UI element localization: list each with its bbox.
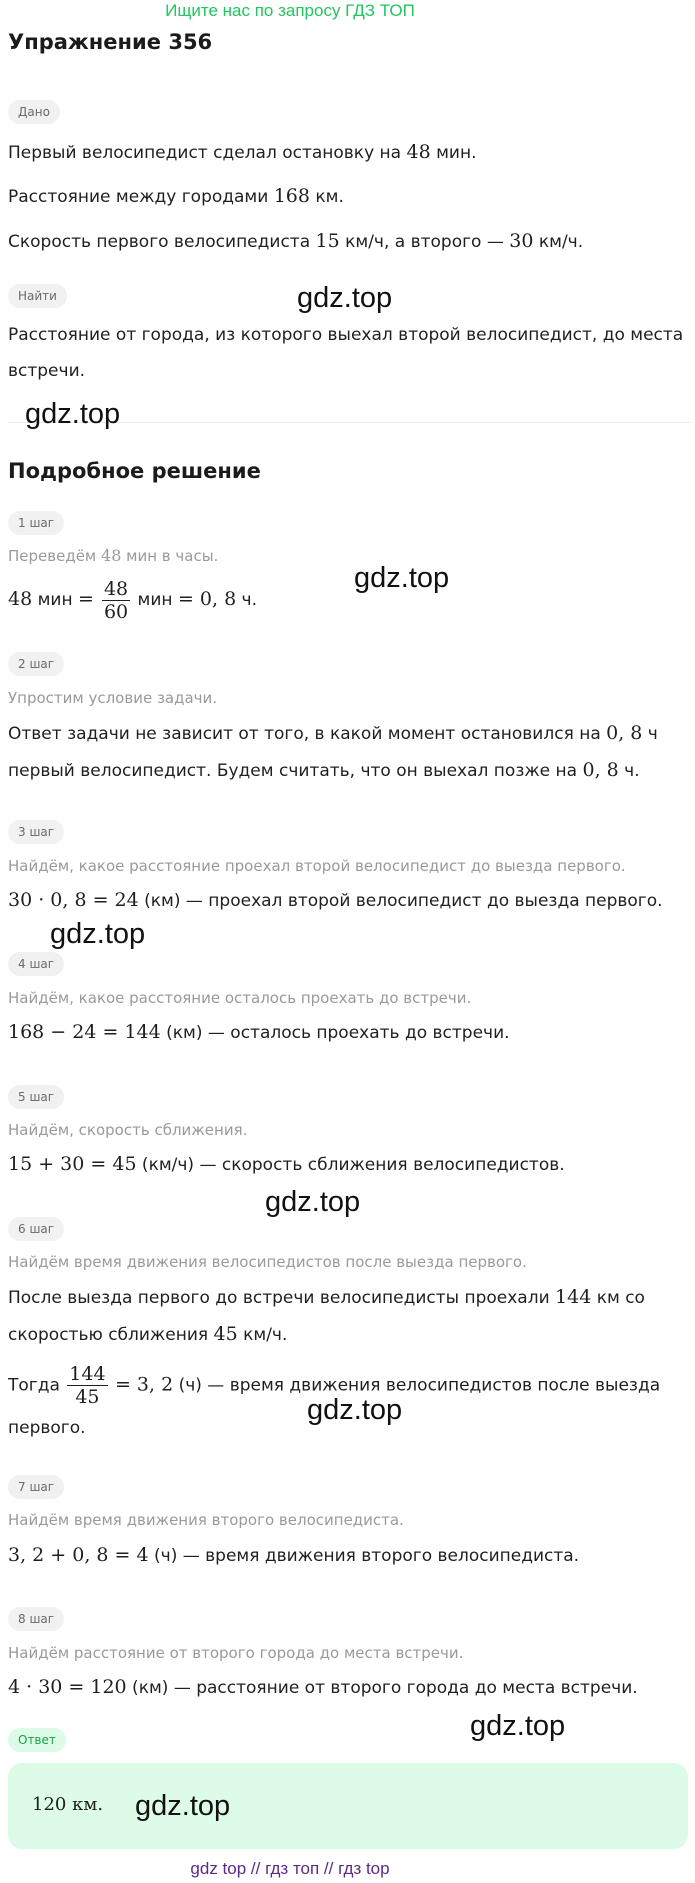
fraction-144-45: $\frac{144}{45}$	[69, 1363, 106, 1408]
watermark: gdz.top	[307, 1394, 403, 1426]
step-6-text: После выезда первого до встречи велосипедисты проехали 144 км со скоростью сближения 45 км/ч.	[8, 1286, 645, 1345]
answer-text: 120 км.	[32, 1794, 104, 1815]
step-8-formula: 4 · 30 = 120 (км) — расстояние от второго города до места встречи.	[8, 1676, 638, 1698]
step-2-text: Ответ задачи не зависит от того, в какой момент остановился на 0, 8 ч первый велосипедист. Будем считать, что он выехал позже на 0, 8 ч.	[8, 722, 658, 781]
step-3-hint: Найдём, какое расстояние проехал второй велосипедист до выезда первого.	[8, 857, 626, 875]
step-4-formula: 168 − 24 = 144 (км) — осталось проехать до встречи.	[8, 1021, 510, 1043]
step-3-chip: 3 шаг	[8, 820, 64, 844]
step-7-chip: 7 шаг	[8, 1475, 64, 1499]
given-line-1: Первый велосипедист сделал остановку на 48 мин.	[8, 141, 477, 163]
watermark: gdz.top	[50, 918, 146, 950]
step-4-chip: 4 шаг	[8, 952, 64, 976]
watermark: gdz.top	[265, 1186, 361, 1218]
answer-chip: Ответ	[8, 1728, 66, 1752]
step-5-hint: Найдём, скорость сближения.	[8, 1121, 248, 1139]
step-6-chip: 6 шаг	[8, 1217, 64, 1241]
answer-box	[8, 1763, 688, 1849]
step-1-chip: 1 шаг	[8, 511, 64, 535]
top-banner: Ищите нас по запросу ГДЗ ТОП	[165, 1, 415, 20]
step-6-formula: Тогда $\frac{144}{45}$ = 3, 2 (ч) — время движения велосипедистов после выезда первого.	[8, 1363, 661, 1438]
step-5-formula: 15 + 30 = 45 (км/ч) — скорость сближения велосипедистов.	[8, 1153, 565, 1175]
watermark: gdz.top	[297, 282, 393, 314]
step-6-hint: Найдём время движения велосипедистов после выезда первого.	[8, 1253, 527, 1271]
step-5-chip: 5 шаг	[8, 1085, 64, 1109]
step-4-hint: Найдём, какое расстояние осталось проехать до встречи.	[8, 989, 472, 1007]
solution-title: Подробное решение	[8, 459, 261, 483]
step-8-hint: Найдём расстояние от второго города до места встречи.	[8, 1644, 464, 1662]
step-7-formula: 3, 2 + 0, 8 = 4 (ч) — время движения второго велосипедиста.	[8, 1544, 580, 1566]
watermark: gdz.top	[135, 1790, 231, 1822]
step-1-hint: Переведём 48 мин в часы.	[8, 546, 219, 565]
step-7-hint: Найдём время движения второго велосипедиста.	[8, 1511, 404, 1529]
footer-links[interactable]: gdz top // гдз топ // гдз top	[190, 1859, 390, 1878]
given-chip: Дано	[8, 100, 60, 124]
given-line-2: Расстояние между городами 168 км.	[8, 185, 344, 207]
find-text: Расстояние от города, из которого выехал второй велосипедист, до места встречи.	[8, 325, 684, 381]
watermark: gdz.top	[470, 1710, 566, 1742]
watermark: gdz.top	[25, 398, 121, 430]
step-3-formula: 30 · 0, 8 = 24 (км) — проехал второй велосипедист до выезда первого.	[8, 889, 663, 911]
page-title: Упражнение 356	[8, 30, 213, 54]
step-8-chip: 8 шаг	[8, 1607, 64, 1631]
watermark: gdz.top	[354, 562, 450, 594]
fraction-48-60: $\frac{48}{60}$	[103, 577, 129, 623]
step-2-chip: 2 шаг	[8, 652, 64, 676]
find-chip: Найти	[8, 284, 67, 308]
step-1-formula: 48 мин = $\frac{48}{60}$ мин = 0, 8 ч.	[8, 577, 258, 623]
given-line-3: Скорость первого велосипедиста 15 км/ч, а второго — 30 км/ч.	[8, 230, 584, 252]
step-2-hint: Упростим условие задачи.	[8, 689, 218, 707]
